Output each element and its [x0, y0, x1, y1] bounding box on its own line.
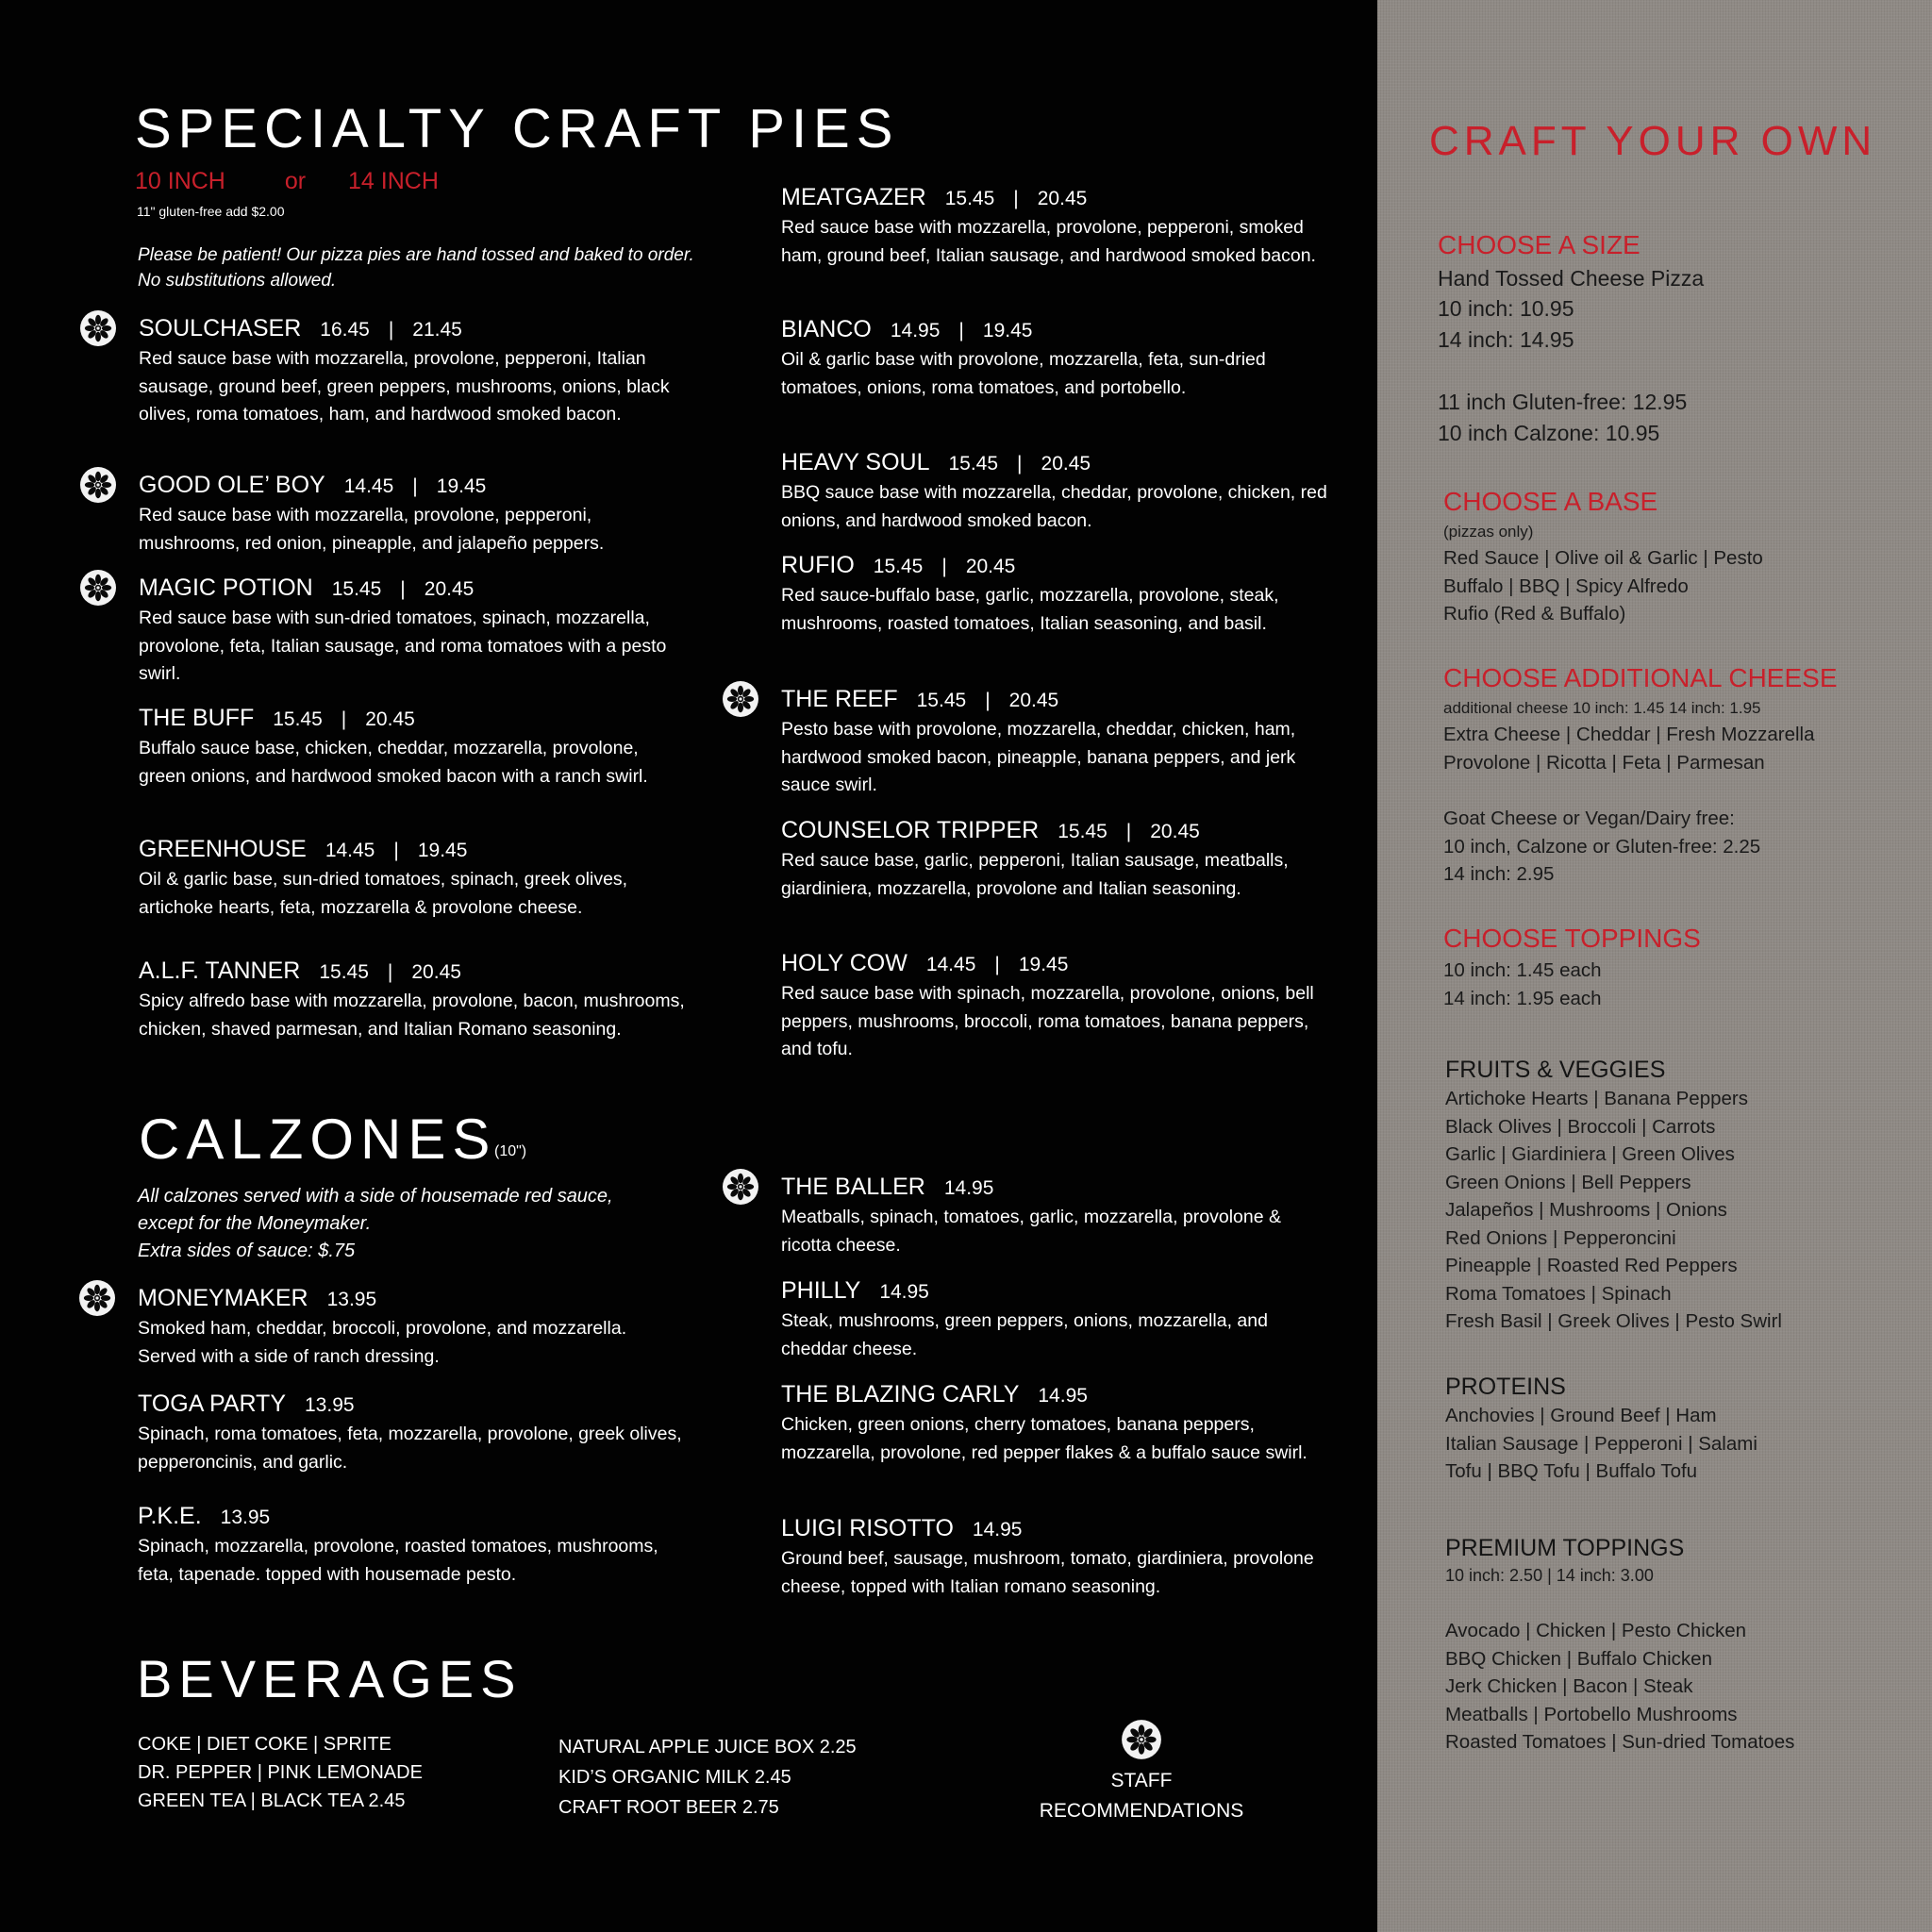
- price-separator: |: [1017, 453, 1023, 475]
- topping-line: Pineapple | Roasted Red Peppers: [1445, 1255, 1738, 1276]
- menu-item: [139, 834, 686, 922]
- menu-item: [139, 470, 686, 558]
- craft-your-own-panel: [1377, 0, 1932, 1932]
- price-14-inch: 20.45: [1008, 690, 1059, 711]
- staff-recommendation-badge-icon: [79, 466, 117, 504]
- staff-recommendation-badge-icon: [79, 309, 117, 347]
- price-14-inch: 19.45: [982, 320, 1033, 341]
- size-list: Hand Tossed Cheese Pizza 10 inch: 10.95 14 inch: 14.95: [1438, 266, 1705, 352]
- cheese-note: additional cheese 10 inch: 1.45 14 inch: 1.95: [1443, 699, 1761, 717]
- staff-recommendation-badge-icon: [722, 1168, 759, 1206]
- menu-item-name: GOOD OLE’ BOY: [139, 472, 325, 498]
- topping-line: Jalapeños | Mushrooms | Onions: [1445, 1199, 1727, 1221]
- menu-item-description: Chicken, green onions, cherry tomatoes, banana peppers, mozzarella, provolone, red pepper flakes & a buffalo sauce swirl.: [781, 1414, 1307, 1463]
- menu-item-name-line: [139, 313, 686, 345]
- menu-item-name-line: [781, 447, 1328, 479]
- menu-item-name-line: [138, 1501, 685, 1533]
- choose-toppings-heading: CHOOSE TOPPINGS: [1443, 924, 1701, 953]
- price-10-inch: 16.45: [320, 319, 370, 341]
- beverages-col-2: [558, 1732, 857, 1823]
- menu-item-price: 13.95: [220, 1507, 271, 1528]
- menu-item: [781, 1275, 1328, 1363]
- price-10-inch: 15.45: [948, 453, 999, 475]
- price-10-inch: 14.45: [325, 840, 375, 861]
- premium-toppings-list: [1445, 1617, 1794, 1757]
- topping-line: Anchovies | Ground Beef | Ham: [1445, 1405, 1717, 1426]
- menu-item-description: Spinach, mozzarella, provolone, roasted tomatoes, mushrooms, feta, tapenade. topped with housemade pesto.: [138, 1536, 658, 1585]
- menu-item-name: THE BLAZING CARLY: [781, 1381, 1020, 1407]
- price-10-inch: 14.45: [925, 954, 976, 975]
- staff-recommendation-badge-icon: [78, 1279, 116, 1317]
- price-separator: |: [341, 708, 347, 730]
- menu-item: [139, 313, 686, 429]
- menu-item-price: 14.95: [943, 1177, 994, 1199]
- menu-item-name: A.L.F. TANNER: [139, 958, 301, 984]
- price-separator: |: [393, 840, 399, 861]
- price-10-inch: 15.45: [319, 961, 369, 983]
- menu-item-name-line: [781, 684, 1328, 716]
- pie-sizes: [135, 168, 439, 195]
- price-separator: |: [994, 954, 1000, 975]
- topping-line: Roma Tomatoes | Spinach: [1445, 1282, 1672, 1305]
- menu-item-name: THE REEF: [781, 686, 898, 712]
- premium-note: 10 inch: 2.50 | 14 inch: 3.00: [1445, 1566, 1654, 1585]
- topping-line: Black Olives | Broccoli | Carrots: [1445, 1115, 1716, 1138]
- toppings-price-list: 10 inch: 1.45 each 14 inch: 1.95 each: [1443, 959, 1602, 1009]
- menu-item-description: Pesto base with provolone, mozzarella, cheddar, chicken, ham, hardwood smoked bacon, pineapple, banana peppers, and jerk sauce swirl.: [781, 719, 1296, 795]
- menu-item-description: Ground beef, sausage, mushroom, tomato, giardiniera, provolone cheese, topped with Italian romano seasoning.: [781, 1548, 1314, 1597]
- price-separator: |: [1013, 188, 1019, 209]
- price-10-inch: 15.45: [1058, 821, 1108, 842]
- price-14-inch: 20.45: [365, 708, 415, 730]
- price-10-inch: 15.45: [331, 578, 382, 600]
- calzone-note: All calzones served with a side of housemade red sauce, except for the Moneymaker. Extra sides of sauce: $.75: [138, 1186, 613, 1261]
- menu-item-description: BBQ sauce base with mozzarella, cheddar, provolone, chicken, red onions, and hardwood smoked bacon.: [781, 482, 1327, 531]
- craft-title: CRAFT YOUR OWN: [1429, 118, 1877, 164]
- menu-item-name: MEATGAZER: [781, 184, 926, 210]
- menu-item-name: BIANCO: [781, 316, 872, 342]
- gluten-free-note: 11" gluten-free add $2.00: [137, 204, 285, 219]
- menu-item-description: Red sauce base with spinach, mozzarella, provolone, onions, bell peppers, mushrooms, broccoli, roma tomatoes, banana peppers, and tofu.: [781, 983, 1314, 1059]
- menu-item: [781, 550, 1328, 638]
- menu-item-name-line: [781, 314, 1328, 346]
- size-or-label: or: [284, 168, 307, 194]
- price-14-inch: 20.45: [1041, 453, 1091, 475]
- fruits-veggies-heading: FRUITS & VEGGIES: [1445, 1057, 1666, 1083]
- menu-item-name-line: [781, 815, 1328, 847]
- menu-item: [138, 1283, 685, 1371]
- price-14-inch: 19.45: [417, 840, 468, 861]
- menu-item-description: Oil & garlic base, sun-dried tomatoes, spinach, greek olives, artichoke hearts, feta, mozzarella & provolone cheese.: [139, 869, 628, 918]
- menu-item-description: Spicy alfredo base with mozzarella, provolone, bacon, mushrooms, chicken, shaved parmesan, and Italian Romano seasoning.: [139, 991, 685, 1040]
- staff-recommendation-badge-icon: [722, 680, 759, 718]
- menu-item-description: Meatballs, spinach, tomatoes, garlic, mozzarella, provolone & ricotta cheese.: [781, 1207, 1282, 1256]
- calzones-title: CALZONES: [139, 1108, 497, 1171]
- price-14-inch: 20.45: [411, 961, 461, 983]
- price-10-inch: 15.45: [944, 188, 995, 209]
- price-separator: |: [958, 320, 964, 341]
- menu-item: [781, 815, 1328, 903]
- menu-item-description: Smoked ham, cheddar, broccoli, provolone, and mozzarella. Served with a side of ranch dressing.: [138, 1318, 627, 1367]
- calzone-size: (10"): [494, 1143, 527, 1159]
- patience-note: Please be patient! Our pizza pies are hand tossed and baked to order. No substitutions allowed.: [138, 245, 694, 291]
- menu-item-name: GREENHOUSE: [139, 836, 307, 862]
- topping-line: Avocado | Chicken | Pesto Chicken: [1445, 1620, 1747, 1641]
- menu-item: [138, 1389, 685, 1476]
- menu-item-name-line: [781, 1275, 1328, 1307]
- topping-line: Red Onions | Pepperoncini: [1445, 1226, 1676, 1249]
- menu-item-name: MONEYMAKER: [138, 1285, 308, 1311]
- price-separator: |: [388, 319, 394, 341]
- menu-item-price: 14.95: [1038, 1385, 1088, 1407]
- size-list-2: 11 inch Gluten-free: 12.95 10 inch Calzone: 10.95: [1438, 390, 1688, 445]
- menu-item-name-line: [139, 834, 686, 866]
- menu-item-name: COUNSELOR TRIPPER: [781, 817, 1040, 843]
- price-10-inch: 14.95: [890, 320, 941, 341]
- menu-item-name: HEAVY SOUL: [781, 449, 930, 475]
- beverage-line: GREEN TEA | BLACK TEA 2.45: [138, 1790, 406, 1811]
- topping-line: Artichoke Hearts | Banana Peppers: [1445, 1088, 1748, 1109]
- menu-item: [781, 1379, 1328, 1467]
- menu-item-name-line: [781, 948, 1328, 980]
- menu-item-name: SOULCHASER: [139, 315, 302, 341]
- menu-item-description: Steak, mushrooms, green peppers, onions, mozzarella, and cheddar cheese.: [781, 1310, 1268, 1359]
- choose-cheese-heading: CHOOSE ADDITIONAL CHEESE: [1443, 663, 1838, 692]
- menu-item-description: Oil & garlic base with provolone, mozzarella, feta, sun-dried tomatoes, onions, roma tomatoes, and portobello.: [781, 349, 1266, 398]
- menu-item-name-line: [781, 1379, 1328, 1411]
- menu-item-price: 13.95: [305, 1394, 355, 1416]
- price-14-inch: 20.45: [1150, 821, 1200, 842]
- proteins-list: [1445, 1402, 1757, 1486]
- menu-item-name-line: [781, 550, 1328, 582]
- cheese-list-2: Goat Cheese or Vegan/Dairy free: 10 inch, Calzone or Gluten-free: 2.25 14 inch: 2.95: [1443, 808, 1761, 885]
- menu-item-name: P.K.E.: [138, 1503, 202, 1529]
- beverages-col-1: [138, 1730, 423, 1815]
- choose-size-heading: CHOOSE A SIZE: [1438, 230, 1641, 259]
- beverage-line: DR. PEPPER | PINK LEMONADE: [138, 1762, 423, 1783]
- menu-item-description: Red sauce base with mozzarella, provolone, pepperoni, Italian sausage, ground beef, green peppers, mushrooms, onions, black olives, roma tomatoes, ham, and hardwood smoked bacon.: [139, 348, 670, 425]
- topping-line: Fresh Basil | Greek Olives | Pesto Swirl: [1445, 1310, 1782, 1332]
- menu-item: [781, 1513, 1328, 1601]
- menu-item-description: Spinach, roma tomatoes, feta, mozzarella, provolone, greek olives, pepperoncinis, and garlic.: [138, 1424, 682, 1473]
- base-list: Red Sauce | Olive oil & Garlic | Pesto Buffalo | BBQ | Spicy Alfredo Rufio (Red & Buffalo): [1443, 547, 1763, 625]
- topping-line: BBQ Chicken | Buffalo Chicken: [1445, 1647, 1712, 1670]
- price-10-inch: 15.45: [916, 690, 967, 711]
- base-note: (pizzas only): [1443, 523, 1534, 541]
- pies-title: SPECIALTY CRAFT PIES: [135, 98, 900, 159]
- choose-base-heading: CHOOSE A BASE: [1443, 487, 1658, 516]
- topping-line: Italian Sausage | Pepperoni | Salami: [1445, 1432, 1757, 1455]
- premium-toppings-heading: PREMIUM TOPPINGS: [1445, 1535, 1685, 1561]
- menu-item-description: Red sauce-buffalo base, garlic, mozzarella, provolone, steak, mushrooms, roasted tomatoes, Italian seasoning, and basil.: [781, 585, 1279, 634]
- staff-label-1: STAFF: [1110, 1770, 1173, 1791]
- menu-item-description: Red sauce base with mozzarella, provolone, pepperoni, smoked ham, ground beef, Italian sausage, and hardwood smoked bacon.: [781, 217, 1316, 266]
- price-14-inch: 20.45: [965, 556, 1016, 577]
- proteins-heading: PROTEINS: [1445, 1374, 1566, 1400]
- topping-line: Meatballs | Portobello Mushrooms: [1445, 1703, 1738, 1725]
- menu-item: [139, 956, 686, 1043]
- menu-item: [781, 948, 1328, 1064]
- menu-item-name: TOGA PARTY: [138, 1391, 286, 1417]
- price-separator: |: [1125, 821, 1132, 842]
- price-14-inch: 20.45: [1037, 188, 1088, 209]
- menu-item-name: HOLY COW: [781, 950, 908, 976]
- menu-item: [139, 573, 686, 689]
- topping-line: Green Onions | Bell Peppers: [1445, 1171, 1691, 1193]
- price-14-inch: 21.45: [412, 319, 462, 341]
- menu-item-name: PHILLY: [781, 1277, 861, 1304]
- menu-item-price: 14.95: [879, 1281, 929, 1303]
- beverage-line: COKE | DIET COKE | SPRITE: [138, 1734, 391, 1755]
- menu-item-name: THE BALLER: [781, 1174, 925, 1200]
- staff-label-2: RECOMMENDATIONS: [1039, 1800, 1244, 1822]
- topping-line: Tofu | BBQ Tofu | Buffalo Tofu: [1445, 1460, 1698, 1482]
- price-separator: |: [985, 690, 991, 711]
- price-14-inch: 19.45: [1018, 954, 1069, 975]
- price-10-inch: 14.45: [343, 475, 394, 497]
- cheese-list: Extra Cheese | Cheddar | Fresh Mozzarella Provolone | Ricotta | Feta | Parmesan: [1443, 724, 1815, 774]
- topping-line: Garlic | Giardiniera | Green Olives: [1445, 1143, 1735, 1165]
- staff-recommendations-legend: [1000, 1719, 1283, 1826]
- menu-item-name-line: [781, 182, 1328, 214]
- menu-item: [781, 684, 1328, 800]
- staff-recommendation-badge-icon: [79, 569, 117, 607]
- menu-item-price: 13.95: [326, 1289, 377, 1310]
- fruits-veggies-list: [1445, 1085, 1782, 1336]
- price-separator: |: [941, 556, 947, 577]
- menu-item-name: LUIGI RISOTTO: [781, 1515, 954, 1541]
- menu-item-name: THE BUFF: [139, 705, 255, 731]
- menu-item-name-line: [138, 1389, 685, 1421]
- menu-item-name-line: [781, 1513, 1328, 1545]
- price-14-inch: 19.45: [436, 475, 487, 497]
- menu-item: [781, 447, 1328, 535]
- menu-item-name-line: [139, 470, 686, 502]
- menu-item-description: Buffalo sauce base, chicken, cheddar, mozzarella, provolone, green onions, and hardwood smoked bacon with a ranch swirl.: [139, 738, 648, 787]
- staff-recommendation-badge-icon: [1121, 1719, 1162, 1760]
- menu-item-description: Red sauce base with sun-dried tomatoes, spinach, mozzarella, provolone, feta, Italian sausage, and roma tomatoes with a pesto swirl.: [139, 608, 667, 684]
- menu-item-description: Red sauce base, garlic, pepperoni, Italian sausage, meatballs, giardiniera, mozzarella, provolone and Italian seasoning.: [781, 850, 1289, 899]
- menu-item: [781, 1172, 1328, 1259]
- menu-item-name: RUFIO: [781, 552, 855, 578]
- topping-line: Jerk Chicken | Bacon | Steak: [1445, 1675, 1693, 1697]
- price-separator: |: [412, 475, 418, 497]
- price-10-inch: 15.45: [873, 556, 924, 577]
- menu-item-name: MAGIC POTION: [139, 575, 313, 601]
- menu-item-name-line: [139, 573, 686, 605]
- price-10-inch: 15.45: [273, 708, 323, 730]
- menu-item: [781, 314, 1328, 402]
- beverage-line: CRAFT ROOT BEER 2.75: [558, 1797, 779, 1818]
- menu-item-name-line: [139, 956, 686, 988]
- beverage-line: KID’S ORGANIC MILK 2.45: [558, 1767, 791, 1788]
- price-separator: |: [400, 578, 406, 600]
- topping-line: Roasted Tomatoes | Sun-dried Tomatoes: [1445, 1731, 1795, 1753]
- beverage-line: NATURAL APPLE JUICE BOX 2.25: [558, 1737, 857, 1757]
- size-14-label: 14 INCH: [348, 168, 439, 194]
- menu-item: [138, 1501, 685, 1589]
- size-10-label: 10 INCH: [135, 168, 225, 194]
- menu-item-price: 14.95: [972, 1519, 1023, 1541]
- menu-item: [781, 182, 1328, 270]
- beverages-title: BEVERAGES: [137, 1649, 523, 1708]
- menu-item-description: Red sauce base with mozzarella, provolone, pepperoni, mushrooms, red onion, pineapple, and jalapeño peppers.: [139, 505, 605, 554]
- menu-item-name-line: [139, 703, 686, 735]
- price-14-inch: 20.45: [424, 578, 475, 600]
- price-separator: |: [387, 961, 393, 983]
- menu-item: [139, 703, 686, 791]
- menu-item-name-line: [138, 1283, 685, 1315]
- menu-item-name-line: [781, 1172, 1328, 1204]
